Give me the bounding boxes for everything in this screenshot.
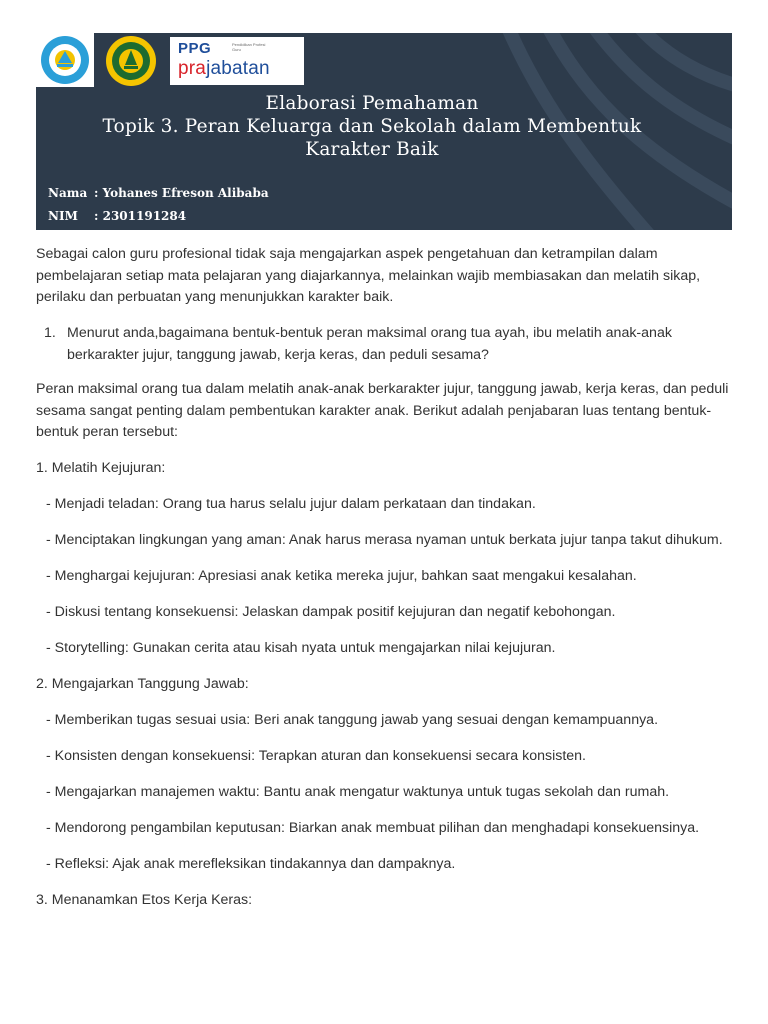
section-1-title: 1. Melatih Kejujuran:	[36, 460, 166, 476]
section-3-title: 3. Menanamkan Etos Kerja Keras:	[36, 892, 253, 908]
section-1-item: - Storytelling: Gunakan cerita atau kisah nyata untuk mengajarkan nilai kejujuran.	[46, 640, 556, 656]
section-2-item: - Memberikan tugas sesuai usia: Beri anak tanggung jawab yang sesuai dengan kemampuannya.	[46, 712, 659, 728]
kemdikbud-logo	[36, 33, 94, 87]
section-1-item: - Menghargai kejujuran: Apresiasi anak ketika mereka jujur, bahkan saat mengakui kesalahan.	[46, 568, 637, 584]
name-row	[48, 182, 269, 205]
intro-paragraph: Sebagai calon guru profesional tidak saja mengajarkan aspek pengetahuan dan ketrampilan dalam pembelajaran setiap mata pelajaran yang diajarkannya, melainkan wajib membiasakan dan melatih sikap, perilaku dan perbuatan yang menunjukkan karakter baik.	[36, 246, 701, 305]
document-title	[36, 92, 708, 161]
section-1-item: - Diskusi tentang konsekuensi: Jelaskan dampak positif kejujuran dan negatif kebohongan.	[46, 604, 616, 620]
section-1-item	[36, 530, 736, 552]
author-identity	[48, 182, 269, 228]
title-line-1: Elaborasi Pemahaman	[265, 93, 479, 114]
nim-value: : 2301191284	[94, 209, 187, 223]
section-1-item-text: - Menciptakan lingkungan yang aman: Anak harus merasa nyaman untuk berkata jujur tanpa takut dihukum.	[46, 532, 723, 548]
name-value: : Yohanes Efreson Alibaba	[94, 186, 269, 200]
nim-label: NIM	[48, 209, 78, 223]
title-line-3: Karakter Baik	[305, 139, 439, 160]
question-item	[36, 323, 736, 366]
prajabatan-logo-part2: jabatan	[206, 58, 270, 79]
title-line-2: Topik 3. Peran Keluarga dan Sekolah dalam Membentuk	[102, 116, 642, 137]
nim-row	[48, 205, 269, 228]
section-2-title: 2. Mengajarkan Tanggung Jawab:	[36, 676, 249, 692]
question-list	[36, 323, 736, 366]
section-2-item: - Konsisten dengan konsekuensi: Terapkan aturan dan konsekuensi secara konsisten.	[46, 748, 586, 764]
header-banner	[36, 33, 732, 230]
section-2-item: - Mengajarkan manajemen waktu: Bantu anak mengatur waktunya untuk tugas sekolah dan rumah.	[46, 784, 670, 800]
prajabatan-logo-text	[178, 58, 270, 80]
name-label: Nama	[48, 186, 88, 200]
section-2-item-text: - Mendorong pengambilan keputusan: Biarkan anak membuat pilihan dan menghadapi konsekuensinya.	[46, 820, 700, 836]
answer-intro: Peran maksimal orang tua dalam melatih anak-anak berkarakter jujur, tanggung jawab, kerja keras, dan peduli sesama sangat penting dalam pembentukan karakter anak. Berikut adalah penjabaran luas tentang bentuk-bentuk peran tersebut:	[36, 381, 729, 440]
ppg-logo-text: PPG	[178, 40, 212, 57]
document-body	[36, 244, 736, 926]
section-2-item	[36, 818, 736, 840]
section-1-item: - Menjadi teladan: Orang tua harus selalu jujur dalam perkataan dan tindakan.	[46, 496, 536, 512]
ppg-prajabatan-logo	[170, 37, 304, 85]
section-2-item: - Refleksi: Ajak anak merefleksikan tindakannya dan dampaknya.	[46, 856, 456, 872]
prajabatan-logo-part1: pra	[178, 58, 207, 79]
question-text: Menurut anda,bagaimana bentuk-bentuk peran maksimal orang tua ayah, ibu melatih anak-anak berkarakter jujur, tanggung jawab, kerja keras, dan peduli sesama?	[67, 325, 672, 363]
ppg-logo-subtext: Pendidikan Profesi Guru	[232, 42, 266, 52]
university-seal-logo	[104, 35, 158, 87]
question-number: 1.	[44, 325, 56, 341]
